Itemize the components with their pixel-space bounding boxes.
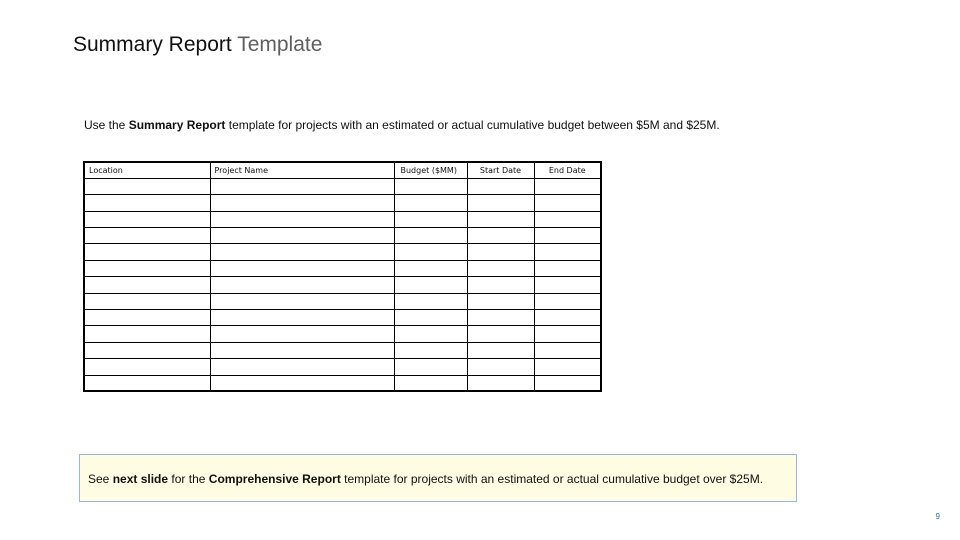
cell-project-name[interactable] [210,310,394,326]
table-row [84,293,601,309]
note-part3: template for projects with an estimated or actual cumulative budget over $25M. [344,472,764,486]
table-row [84,244,601,260]
cell-end-date[interactable] [534,277,601,293]
cell-location[interactable] [84,195,210,211]
cell-start-date[interactable] [467,326,534,342]
cell-budget[interactable] [394,359,467,375]
table-row [84,228,601,244]
cell-end-date[interactable] [534,326,601,342]
cell-project-name[interactable] [210,211,394,227]
cell-start-date[interactable] [467,178,534,194]
cell-budget[interactable] [394,178,467,194]
cell-project-name[interactable] [210,244,394,260]
table-row [84,326,601,342]
note-bold-comprehensive: Comprehensive Report [208,472,341,486]
header-location: Location [84,162,210,178]
table-row [84,342,601,358]
table-body [84,178,601,391]
note-bold-next-slide: next slide [112,472,169,486]
cell-project-name[interactable] [210,375,394,391]
cell-project-name[interactable] [210,178,394,194]
cell-project-name[interactable] [210,293,394,309]
cell-start-date[interactable] [467,342,534,358]
header-start-date: Start Date [467,162,534,178]
table-row [84,359,601,375]
cell-budget[interactable] [394,293,467,309]
cell-location[interactable] [84,277,210,293]
cell-end-date[interactable] [534,342,601,358]
cell-location[interactable] [84,293,210,309]
cell-budget[interactable] [394,244,467,260]
intro-prefix: Use the [84,118,126,132]
cell-project-name[interactable] [210,195,394,211]
cell-project-name[interactable] [210,260,394,276]
cell-start-date[interactable] [467,310,534,326]
header-project-name: Project Name [210,162,394,178]
cell-location[interactable] [84,375,210,391]
cell-location[interactable] [84,342,210,358]
note-part1: See [88,472,110,486]
table-row [84,260,601,276]
cell-budget[interactable] [394,277,467,293]
cell-start-date[interactable] [467,244,534,260]
cell-end-date[interactable] [534,375,601,391]
cell-start-date[interactable] [467,293,534,309]
table-row [84,211,601,227]
header-budget: Budget ($MM) [394,162,467,178]
page-number: 9 [935,512,940,521]
cell-budget[interactable] [394,228,467,244]
cell-location[interactable] [84,178,210,194]
cell-project-name[interactable] [210,228,394,244]
cell-location[interactable] [84,359,210,375]
intro-text [84,118,720,133]
intro-suffix: template for projects with an estimated or actual cumulative budget between $5M and $25M. [228,118,720,132]
table-row [84,178,601,194]
cell-budget[interactable] [394,326,467,342]
cell-start-date[interactable] [467,375,534,391]
cell-location[interactable] [84,244,210,260]
cell-budget[interactable] [394,195,467,211]
cell-start-date[interactable] [467,228,534,244]
table-row [84,375,601,391]
cell-project-name[interactable] [210,326,394,342]
cell-end-date[interactable] [534,310,601,326]
cell-location[interactable] [84,228,210,244]
table-row [84,277,601,293]
slide-title-secondary: Template [237,33,323,56]
cell-end-date[interactable] [534,244,601,260]
slide-title [73,31,322,59]
cell-start-date[interactable] [467,359,534,375]
summary-report-table [83,161,602,392]
cell-budget[interactable] [394,310,467,326]
next-slide-note [79,454,797,502]
cell-budget[interactable] [394,211,467,227]
cell-end-date[interactable] [534,228,601,244]
cell-location[interactable] [84,310,210,326]
cell-budget[interactable] [394,260,467,276]
note-part2: for the [171,472,206,486]
slide-title-main: Summary Report [73,33,232,56]
cell-end-date[interactable] [534,211,601,227]
cell-budget[interactable] [394,375,467,391]
cell-end-date[interactable] [534,359,601,375]
table-row [84,195,601,211]
cell-end-date[interactable] [534,293,601,309]
cell-location[interactable] [84,211,210,227]
intro-bold: Summary Report [128,118,226,132]
cell-project-name[interactable] [210,342,394,358]
cell-end-date[interactable] [534,260,601,276]
cell-end-date[interactable] [534,178,601,194]
cell-start-date[interactable] [467,211,534,227]
table-row [84,310,601,326]
cell-start-date[interactable] [467,277,534,293]
cell-location[interactable] [84,260,210,276]
cell-start-date[interactable] [467,195,534,211]
cell-project-name[interactable] [210,277,394,293]
cell-project-name[interactable] [210,359,394,375]
header-end-date: End Date [534,162,601,178]
cell-budget[interactable] [394,342,467,358]
cell-end-date[interactable] [534,195,601,211]
note-text [88,472,763,487]
table-header-row [84,162,601,178]
cell-start-date[interactable] [467,260,534,276]
cell-location[interactable] [84,326,210,342]
